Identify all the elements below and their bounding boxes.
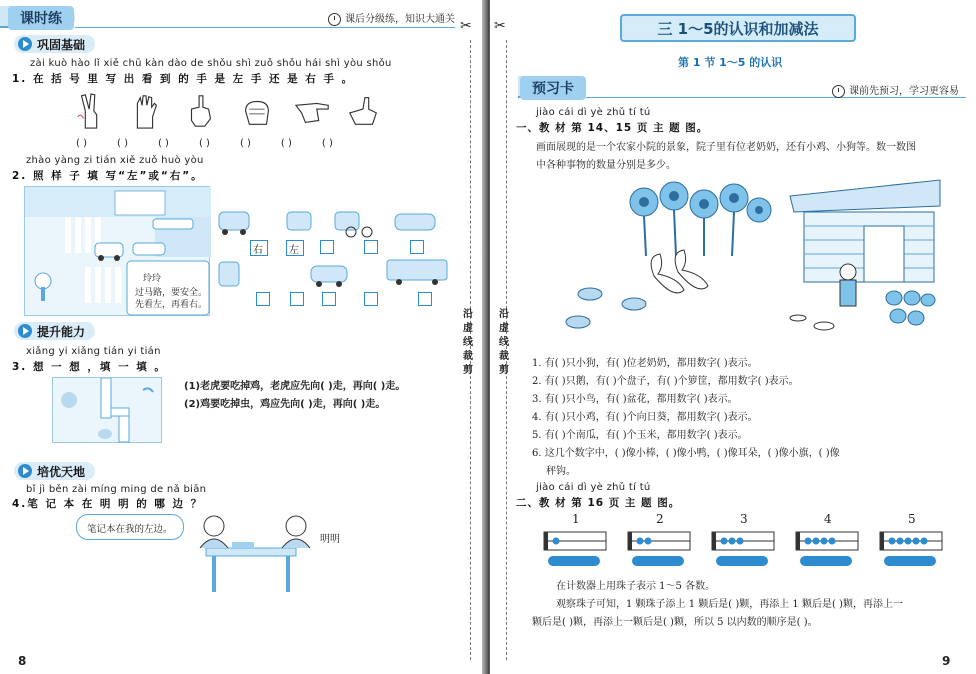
q3-line-1: (1)老虎要吃掉鸡，老虎应先向( )走，再向( )走。	[184, 381, 406, 392]
abacus-bead	[821, 538, 828, 545]
q2-answer-box[interactable]	[290, 292, 304, 306]
grid-maze-image	[52, 377, 162, 443]
abacus-counter	[626, 530, 696, 570]
left-header-rule	[75, 27, 455, 28]
p1-pinyin: jiào cái dì yè zhǔ tí tú	[536, 107, 651, 118]
left-header-title: 课时练	[8, 6, 74, 30]
abacus-bead	[913, 538, 920, 545]
hand-palm-icon	[126, 92, 164, 130]
grid-maze-drawing	[53, 378, 163, 444]
desk-children-image	[186, 510, 316, 594]
abacus-text-line-2: 颗后是( )颗，再添上一颗后是( )颗，所以 5 以内数的顺序是( )。	[532, 617, 818, 628]
q2-example-left: 左	[289, 245, 299, 256]
q1-blank[interactable]: ( )	[280, 138, 292, 149]
q1-pinyin: zài kuò hào lǐ xiě chū kàn dào de shǒu shì zuǒ shǒu hái shì yòu shǒu	[30, 58, 392, 69]
cut-line-label: 沿虚线裁剪	[499, 309, 509, 376]
right-tagline-text: 课前先预习，学习更容易	[849, 86, 959, 97]
p1-desc-line-1: 画面展现的是一个农家小院的景象，院子里有位老奶奶，还有小鸡、小狗等。数一数图	[536, 142, 916, 153]
abacus-bead	[721, 538, 728, 545]
q4-text: 4.笔 记 本 在 明 明 的 哪 边 ？	[12, 498, 204, 510]
abacus-bead	[805, 538, 812, 545]
q3-text: 3. 想 一 想 ，填 一 填 。	[12, 361, 167, 373]
abacus-bead	[897, 538, 904, 545]
q1-blanks	[76, 138, 333, 149]
q2-answer-box[interactable]	[322, 292, 336, 306]
right-header-title: 预习卡	[520, 76, 586, 100]
scissors-icon: ✂	[494, 18, 506, 34]
right-page	[490, 0, 976, 674]
abacus-number-label: 5	[908, 512, 916, 526]
question-1: 1. 有( )只小狗，有( )位老奶奶，都用数字( )表示。	[532, 358, 758, 369]
chapter-title: 三 1～5的认识和加减法	[620, 14, 856, 42]
q2-answer-box[interactable]	[320, 240, 334, 254]
abacus-bead	[645, 538, 652, 545]
hand-fist-icon	[238, 92, 276, 130]
abacus-row	[542, 512, 942, 572]
q2-example-right: 右	[253, 245, 263, 256]
section-label-text: 培优天地	[37, 464, 86, 479]
q4-pinyin: bǐ jì běn zài míng ming de nǎ biān	[26, 484, 207, 495]
clock-icon	[328, 13, 341, 26]
abacus-number-label: 1	[572, 512, 580, 526]
farmyard-scene-image	[554, 176, 944, 342]
q2-answer-box[interactable]	[410, 240, 424, 254]
abacus-bead	[637, 538, 644, 545]
abacus-caption: 在计数器上用珠子表示 1～5 各数。	[556, 581, 716, 592]
q2-answer-box[interactable]	[364, 292, 378, 306]
q2-text: 2. 照 样 子 填 写“左”或“右”。	[12, 170, 204, 182]
abacus-number-label: 2	[656, 512, 664, 526]
question-4: 4. 有( )只小鸡，有( )个向日葵，都用数字( )表示。	[532, 412, 758, 423]
q4-speech-bubble: 笔记本在我的左边。	[76, 514, 184, 540]
q1-blank[interactable]: ( )	[198, 138, 210, 149]
street-scene-image	[24, 186, 210, 316]
q3-line-2: (2)鸡要吃掉虫，鸡应先向( )走，再向( )走。	[184, 399, 386, 410]
p1-desc-line-2: 中各种事物的数量分别是多少。	[536, 160, 676, 171]
speech-speaker-name: 玲玲	[143, 274, 162, 284]
scissors-icon: ✂	[460, 18, 472, 34]
abacus-bead	[813, 538, 820, 545]
abacus-number-label: 4	[824, 512, 832, 526]
cut-line-label: 沿虚线裁剪	[463, 309, 473, 376]
hand-peace-icon	[72, 92, 110, 130]
q4-name-label: 明明	[320, 534, 340, 545]
section-label-text: 巩固基础	[37, 37, 86, 52]
p1-heading: 一、教 材 第 14、15 页 主 题 图。	[516, 122, 709, 134]
abacus-bead	[829, 538, 836, 545]
q1-blank[interactable]: ( )	[76, 138, 87, 149]
section-label-improve	[14, 322, 95, 340]
question-5: 5. 有( )个南瓜，有( )个玉米，都用数字( )表示。	[532, 430, 748, 441]
abacus-bead	[729, 538, 736, 545]
q2-pinyin: zhào yàng zi tián xiě zuǒ huò yòu	[26, 155, 204, 166]
hand-thumb-icon	[344, 92, 382, 130]
question-6-tail: 秤钩。	[546, 466, 576, 477]
left-tagline-text: 课后分级练，知识大通关	[345, 14, 455, 25]
abacus-counter	[710, 530, 780, 570]
hand-side-point-icon	[294, 92, 332, 130]
q2-answer-box[interactable]	[364, 240, 378, 254]
left-page	[0, 0, 486, 674]
question-3: 3. 有( )只小鸟，有( )盆花，都用数字( )表示。	[532, 394, 738, 405]
p2-heading: 二、教 材 第 16 页 主 题 图。	[516, 497, 681, 509]
q1-blank[interactable]: ( )	[321, 138, 333, 149]
abacus-text-line-1: 观察珠子可知，1 颗珠子添上 1 颗后是( )颗，再添上 1 颗后是( )颗，再添上一	[556, 599, 903, 610]
abacus-bead	[905, 538, 912, 545]
q1-blank[interactable]: ( )	[157, 138, 169, 149]
play-bullet-icon	[18, 37, 32, 51]
q3-pinyin: xiǎng yi xiǎng tián yi tián	[26, 346, 161, 357]
hand-point-icon	[182, 92, 220, 130]
abacus-bead	[737, 538, 744, 545]
clock-icon	[832, 85, 845, 98]
section-title: 第 1 节 1～5 的认识	[678, 56, 783, 69]
q2-answer-box[interactable]	[256, 292, 270, 306]
play-bullet-icon	[18, 464, 32, 478]
q1-blank[interactable]: ( )	[239, 138, 251, 149]
speech-line: 过马路，要安全。	[135, 288, 208, 298]
question-2: 2. 有( )只鹅，有( )个盘子，有( )个箩筐，都用数字( )表示。	[532, 376, 799, 387]
section-label-text: 提升能力	[37, 324, 86, 339]
left-header-tagline	[328, 10, 455, 26]
question-6: 6. 这几个数字中，( )像小棒，( )像小鸭，( )像耳朵，( )像小旗，( )像	[532, 448, 840, 459]
section-label-advanced	[14, 462, 95, 480]
page-number: 8	[18, 654, 27, 668]
section-label-basic	[14, 35, 95, 53]
q2-answer-box[interactable]	[418, 292, 432, 306]
speech-line: 先看左，再看右。	[135, 300, 208, 310]
abacus-bead	[889, 538, 896, 545]
play-bullet-icon	[18, 324, 32, 338]
abacus-counter	[794, 530, 864, 570]
right-header-tagline	[832, 82, 959, 98]
speech-bubble-text	[135, 287, 207, 311]
q1-blank[interactable]: ( )	[116, 138, 128, 149]
abacus-bead	[553, 538, 560, 545]
abacus-bead	[921, 538, 928, 545]
p2-pinyin: jiào cái dì yè zhǔ tí tú	[536, 482, 651, 493]
page-number: 9	[942, 654, 951, 668]
abacus-counter	[878, 530, 948, 570]
abacus-number-label: 3	[740, 512, 748, 526]
q1-text: 1. 在 括 号 里 写 出 看 到 的 手 是 左 手 还 是 右 手 。	[12, 73, 355, 85]
abacus-counter	[542, 530, 612, 570]
